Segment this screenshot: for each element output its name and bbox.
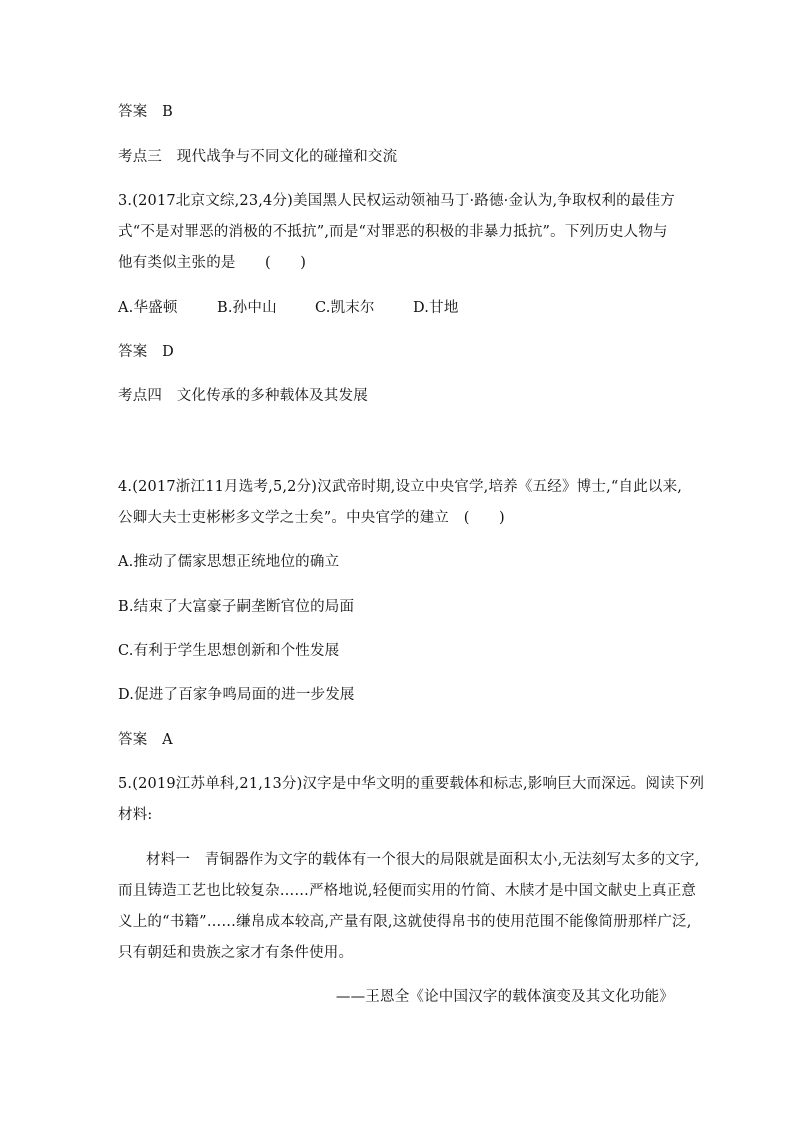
q3-stem-line-1: 3.(2017北京文综,23,4分)美国黑人民权运动领袖马丁·路德·金认为,争取权利的最佳方 [118, 193, 675, 209]
q4-stem-line-1: 4.(2017浙江11月选考,5,2分)汉武帝时期,设立中央官学,培养《五经》博士,“自此以来, [118, 479, 683, 495]
q3-option-a: A.华盛顿 [118, 300, 178, 316]
q4-option-c: C.有利于学生思想创新和个性发展 [118, 643, 340, 659]
q5-material-line-4: 只有朝廷和贵族之家才有条件使用。 [118, 945, 354, 961]
q3-option-c: C.凯末尔 [315, 300, 375, 316]
q4-option-d: D.促进了百家争鸣局面的进一步发展 [118, 687, 355, 703]
q5-stem-line-1: 5.(2019江苏单科,21,13分)汉字是中华文明的重要载体和标志,影响巨大而深远。阅读下列 [118, 776, 705, 792]
q5-material-line-2: 而且铸造工艺也比较复杂……严格地说,轻便而实用的竹简、木牍才是中国文献史上真正意 [118, 883, 697, 899]
q4-option-b: B.结束了大富豪子嗣垄断官位的局面 [118, 599, 355, 615]
q3-stem-line-3: 他有类似主张的是 ( ) [118, 255, 307, 271]
q4-option-a: A.推动了儒家思想正统地位的确立 [118, 554, 340, 570]
q3-options [118, 298, 459, 318]
q5-stem-line-2: 材料: [118, 807, 153, 823]
q5-source-citation: ——王恩全《论中国汉字的载体演变及其文化功能》 [335, 989, 674, 1005]
q3-option-b: B.孙中山 [217, 300, 277, 316]
q4-stem-line-2: 公卿大夫士吏彬彬多文学之士矣”。中央官学的建立 ( ) [118, 510, 505, 526]
q5-material-line-1: 材料一 青铜器作为文字的载体有一个很大的局限就是面积太小,无法刻写太多的文字, [146, 852, 700, 868]
answer-4: 答案 A [118, 732, 173, 748]
answer-1: 答案 B [118, 104, 173, 120]
q3-option-d: D.甘地 [413, 300, 459, 316]
answer-3: 答案 D [118, 344, 174, 360]
section-heading-4: 考点四 文化传承的多种载体及其发展 [118, 388, 368, 404]
q5-material-line-3: 义上的“书籍”……缣帛成本较高,产量有限,这就使得帛书的使用范围不能像简册那样广泛, [118, 914, 692, 930]
q3-stem-line-2: 式“不是对罪恶的消极的不抵抗”,而是“对罪恶的积极的非暴力抵抗”。下列历史人物与 [118, 224, 668, 240]
section-heading-3: 考点三 现代战争与不同文化的碰撞和交流 [118, 149, 398, 165]
